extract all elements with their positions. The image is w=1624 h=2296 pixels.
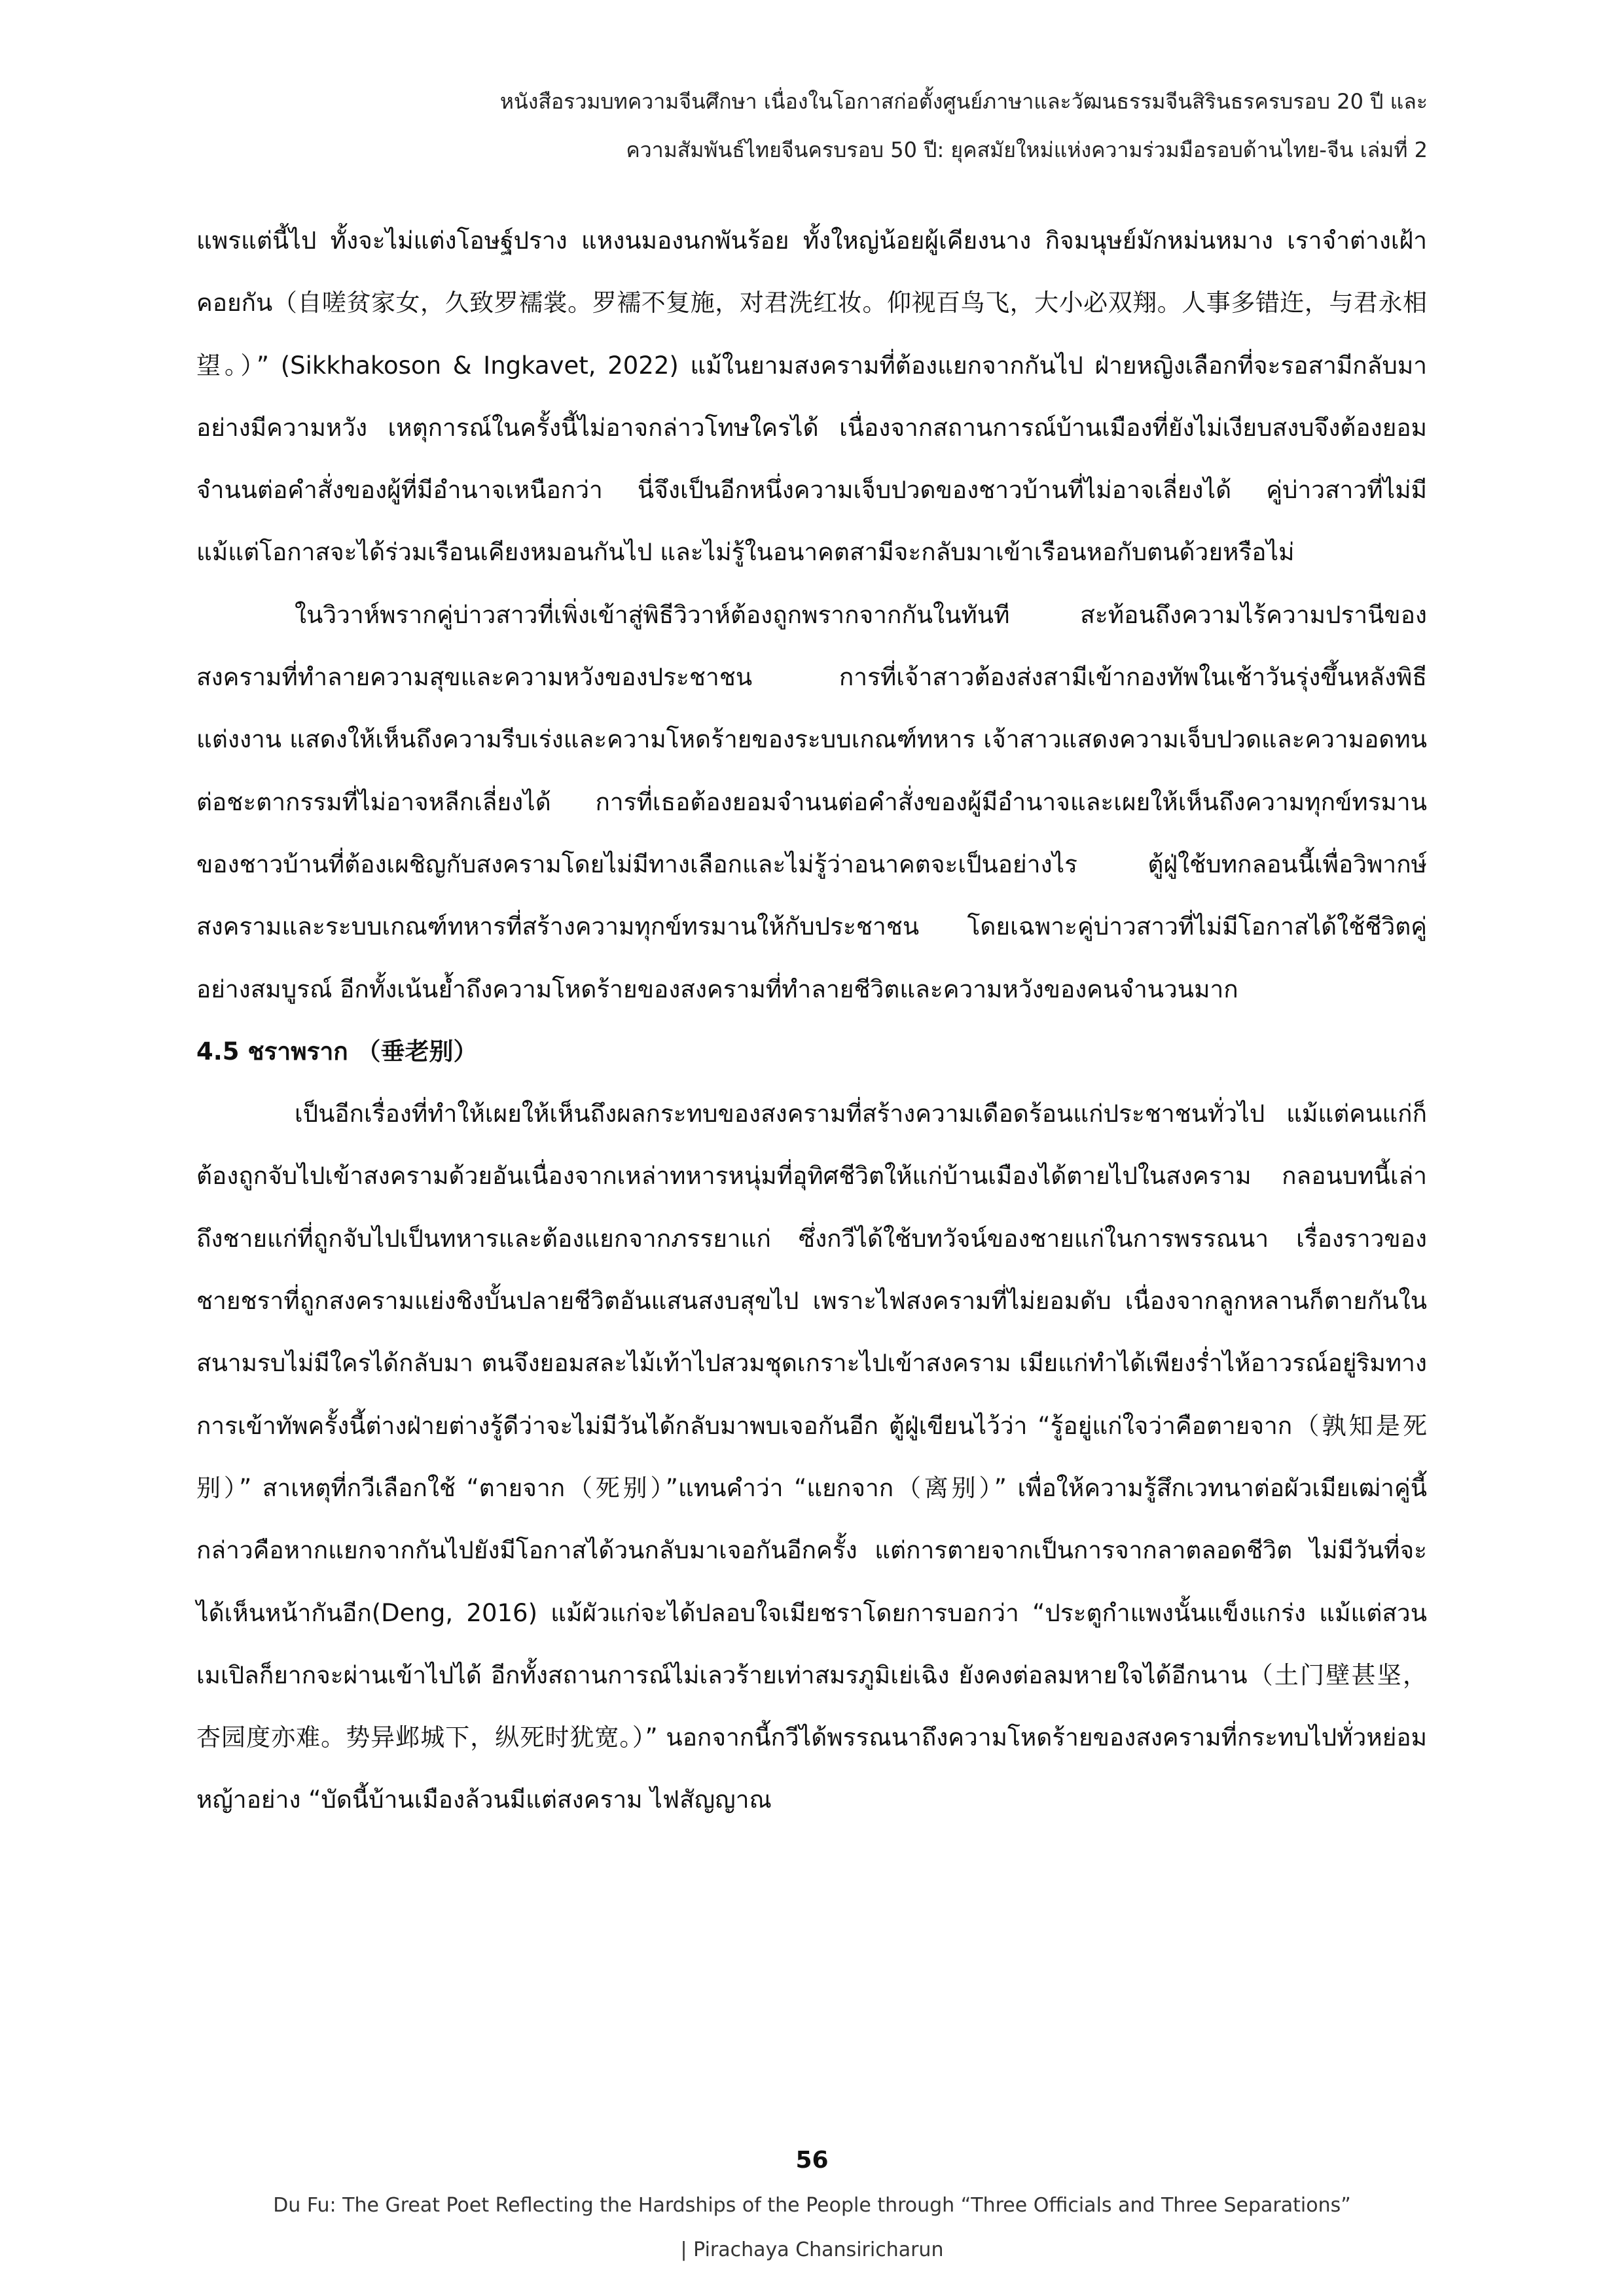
paragraph: แพรแต่นี้ไป ทั้งจะไม่แต่งโอษฐ์ปราง แหงนมองนกพันร้อย ทั้งใหญ่น้อยผู้เคียงนาง กิจมนุษย์มักหม่นหมาง เราจำต่างเฝ้าคอยกัน（自嗟贫家女，久致罗襦裳。罗襦不复施，对君洗红妆。仰视百鸟飞，大小必双翔。人事多错迕，与君永相望。）” (Sikkhakoson & Ingkavet, 2022) แม้ในยามสงครามที่ต้องแยกจากกันไป ฝ่ายหญิงเลือกที่จะรอสามีกลับมาอย่างมีความหวัง เหตุการณ์ในครั้งนี้ไม่อาจกล่าวโทษใครได้ เนื่องจากสถานการณ์บ้านเมืองที่ยังไม่เงียบสงบจึงต้องยอมจำนนต่อคำสั่งของผู้ที่มีอำนาจเหนือกว่า นี่จึงเป็นอีกหนึ่งความเจ็บปวดของชาวบ้านที่ไม่อาจเลี่ยงได้ คู่บ่าวสาวที่ไม่มีแม้แต่โอกาสจะได้ร่วมเรือนเคียงหมอนกันไป และไม่รู้ในอนาคตสามีจะกลับมาเข้าเรือนหอกับตนด้วยหรือไม่: [196, 226, 1427, 567]
footer-author: | Pirachaya Chansiricharun: [680, 2238, 944, 2261]
page-number: 56: [795, 2147, 829, 2174]
running-header: [184, 77, 1428, 174]
paragraph: เป็นอีกเรื่องที่ทำให้เผยให้เห็นถึงผลกระทบของสงครามที่สร้างความเดือดร้อนแก่ประชาชนทั่วไป แม้แต่คนแก่ก็ต้องถูกจับไปเข้าสงครามด้วยอันเนื่องจากเหล่าทหารหนุ่มที่อุทิศชีวิตให้แก่บ้านเมืองได้ตายไปในสงคราม กลอนบทนี้เล่าถึงชายแก่ที่ถูกจับไปเป็นทหารและต้องแยกจากภรรยาแก่ ซึ่งกวีได้ใช้บทวัจน์ของชายแก่ในการพรรณนา เรื่องราวของชายชราที่ถูกสงครามแย่งชิงบั้นปลายชีวิตอันแสนสงบสุขไป เพราะไฟสงครามที่ไม่ยอมดับ เนื่องจากลูกหลานก็ตายกันในสนามรบไม่มีใครได้กลับมา ตนจึงยอมสละไม้เท้าไปสวมชุดเกราะไปเข้าสงคราม เมียแก่ทำได้เพียงร่ำไห้อาวรณ์อยู่ริมทาง การเข้าทัพครั้งนี้ต่างฝ่ายต่างรู้ดีว่าจะไม่มีวันได้กลับมาพบเจอกันอีก ตู้ฝู่เขียนไว้ว่า “รู้อยู่แก่ใจว่าคือตายจาก（孰知是死别）” สาเหตุที่กวีเลือกใช้ “ตายจาก（死别）”แทนคำว่า “แยกจาก（离别）” เพื่อให้ความรู้สึกเวทนาต่อผัวเมียเฒ่าคู่นี้ กล่าวคือหากแยกจากกันไปยังมีโอกาสได้วนกลับมาเจอกันอีกครั้ง แต่การตายจากเป็นการจากลาตลอดชีวิต ไม่มีวันที่จะได้เห็นหน้ากันอีก(Deng, 2016) แม้ผัวแก่จะได้ปลอบใจเมียชราโดยการบอกว่า “ประตูกำแพงนั้นแข็งแกร่ง แม้แต่สวนเมเปิลก็ยากจะผ่านเข้าไปได้ อีกทั้งสถานการณ์ไม่เลวร้ายเท่าสมรภูมิเย่เฉิง ยังคงต่อลมหายใจได้อีกนาน（土门壁甚坚，杏园度亦难。势异邺城下，纵死时犹宽。）” นอกจากนี้กวีได้พรรณนาถึงความโหดร้ายของสงครามที่กระทบไปทั่วหย่อมหญ้าอย่าง “บัดนี้บ้านเมืองล้วนมีแต่สงคราม ไฟสัญญาณ: [196, 1100, 1427, 1814]
page-footer: [0, 2138, 1624, 2272]
paragraph: ในวิวาห์พรากคู่บ่าวสาวที่เพิ่งเข้าสู่พิธีวิวาห์ต้องถูกพรากจากกันในทันที สะท้อนถึงความไร้ความปรานีของสงครามที่ทำลายความสุขและความหวังของประชาชน การที่เจ้าสาวต้องส่งสามีเข้ากองทัพในเช้าวันรุ่งขึ้นหลังพิธีแต่งงาน แสดงให้เห็นถึงความรีบเร่งและความโหดร้ายของระบบเกณฑ์ทหาร เจ้าสาวแสดงความเจ็บปวดและความอดทนต่อชะตากรรมที่ไม่อาจหลีกเลี่ยงได้ การที่เธอต้องยอมจำนนต่อคำสั่งของผู้มีอำนาจและเผยให้เห็นถึงความทุกข์ทรมานของชาวบ้านที่ต้องเผชิญกับสงครามโดยไม่มีทางเลือกและไม่รู้ว่าอนาคตจะเป็นอย่างไร ตู้ฝู่ใช้บทกลอนนี้เพื่อวิพากษ์สงครามและระบบเกณฑ์ทหารที่สร้างความทุกข์ทรมานให้กับประชาชน โดยเฉพาะคู่บ่าวสาวที่ไม่มีโอกาสได้ใช้ชีวิตคู่อย่างสมบูรณ์ อีกทั้งเน้นย้ำถึงความโหดร้ายของสงครามที่ทำลายชีวิตและความหวังของคนจำนวนมาก: [196, 600, 1427, 1003]
header-line-1: หนังสือรวมบทความจีนศึกษา เนื่องในโอกาสก่อตั้งศูนย์ภาษาและวัฒนธรรมจีนสิรินธรครบรอบ 20 ปี และ: [499, 89, 1428, 114]
header-line-2: ความสัมพันธ์ไทยจีนครบรอบ 50 ปี: ยุคสมัยใหม่แห่งความร่วมมือรอบด้านไทย-จีน เล่มที่ 2: [626, 137, 1428, 162]
body-text: [196, 209, 1427, 1831]
section-heading: 4.5 ชราพราก （垂老别）: [196, 1037, 478, 1066]
footer-title: Du Fu: The Great Poet Reflecting the Hardships of the People through “Three Officials and Three Separations”: [273, 2194, 1351, 2217]
